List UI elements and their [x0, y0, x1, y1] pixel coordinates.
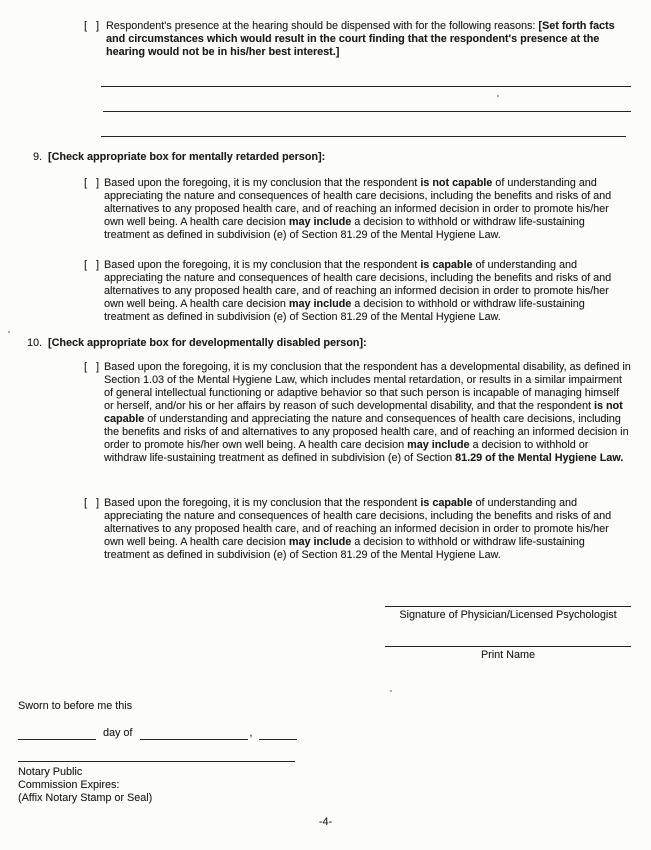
affix-stamp-label: (Affix Notary Stamp or Seal) — [18, 792, 153, 804]
print-name-label: Print Name — [480, 649, 535, 661]
print-name-block — [385, 646, 631, 662]
section-10-item-capable-text: Based upon the foregoing, it is my conclusion that the respondent is capable of understanding and appreciating the nature and consequences of health care decisions, including the benefits and risks of and alternatives to any proposed health care, and of reaching an informed decision in order to promote his/her own well being. A health care decision may include a decision to withhold or withdraw life-sustaining treatment as defined in subdivision (e) of Section 81.29 of the Mental Hygiene Law. — [104, 497, 612, 561]
fill-in-line[interactable] — [103, 111, 631, 112]
section-10-item-capable — [84, 497, 631, 562]
section-9-title: [Check appropriate box for mentally retarded person]: — [48, 151, 326, 163]
day-field[interactable] — [18, 726, 96, 740]
section-10-item-not-capable — [84, 361, 631, 465]
checkbox-9-capable[interactable]: [ ] — [84, 259, 99, 271]
section-10-number: 10. — [27, 337, 43, 349]
signature-label: Signature of Physician/Licensed Psychologist — [399, 609, 617, 621]
checkbox-10-not-capable[interactable]: [ ] — [84, 361, 99, 373]
commission-expires-label: Commission Expires: — [18, 779, 120, 791]
notary-public-label: Notary Public — [18, 766, 83, 778]
signature-line[interactable] — [385, 606, 631, 607]
reasons-fill-in-lines — [101, 86, 631, 161]
sworn-date-row — [18, 726, 348, 740]
sworn-text: Sworn to before me this — [18, 700, 133, 712]
section-9-item-capable — [84, 259, 631, 324]
checkbox-9-not-capable[interactable]: [ ] — [84, 177, 99, 189]
section-9-heading — [33, 151, 633, 164]
signature-block — [385, 606, 631, 622]
day-of-label: day of — [103, 727, 133, 739]
scan-speck — [390, 690, 392, 692]
section-9-item-not-capable-text: Based upon the foregoing, it is my conclusion that the respondent is not capable of understanding and appreciating the nature and consequences of health care decisions, including the benefits and risks of and alternatives to any proposed health care, and of reaching an informed decision in order to promote his/her own well being. A health care decision may include a decision to withhold or withdraw life-sustaining treatment as defined in subdivision (e) of Section 81.29 of the Mental Hygiene Law. — [104, 177, 612, 241]
checkbox-respondent-presence[interactable]: [ ] — [84, 20, 99, 32]
date-comma: , — [249, 727, 253, 739]
scan-speck — [8, 331, 10, 333]
notary-labels — [18, 766, 152, 805]
respondent-presence-text: Respondent's presence at the hearing should be dispensed with for the following reasons: [Set forth facts and circumstances which would result in the court finding that the respondent's presence at the hearing would not be in his/her best interest.] — [106, 20, 615, 58]
section-10-heading — [27, 337, 637, 350]
notary-signature-line[interactable] — [18, 761, 295, 762]
checkbox-10-capable[interactable]: [ ] — [84, 497, 99, 509]
section-10-title: [Check appropriate box for developmentally disabled person]: — [48, 337, 367, 349]
section-10-item-not-capable-text: Based upon the foregoing, it is my conclusion that the respondent has a developmental disability, as defined in Section 1.03 of the Mental Hygiene Law, which includes mental retardation, or results in a similar impairment of general intellectual functioning or adaptive behavior so that such person is incapable of managing himself or herself, and/or his or her affairs by reason of such developmental disability, and that the respondent is not capable of understanding and appreciating the nature and consequences of health care decisions, including the benefits and risks of and alternatives to any proposed health care, and of reaching an informed decision in order to promote his/her own well being. A health care decision may include a decision to withhold or withdraw life-sustaining treatment as defined in subdivision (e) of Section 81.29 of the Mental Hygiene Law. — [104, 361, 631, 464]
page-number: -4- — [318, 816, 333, 828]
print-name-line[interactable] — [385, 646, 631, 647]
fill-in-line[interactable] — [101, 136, 626, 137]
scan-speck — [497, 95, 499, 97]
month-field[interactable] — [140, 726, 248, 740]
year-field[interactable] — [259, 726, 297, 740]
fill-in-line[interactable] — [101, 86, 631, 87]
section-9-item-not-capable — [84, 177, 631, 242]
respondent-presence-item — [84, 20, 632, 59]
section-9-number: 9. — [33, 151, 43, 163]
section-9-item-capable-text: Based upon the foregoing, it is my conclusion that the respondent is capable of understanding and appreciating the nature and consequences of health care decisions, including the benefits and risks of and alternatives to any proposed health care, and of reaching an informed decision in order to promote his/her own well being. A health care decision may include a decision to withhold or withdraw life-sustaining treatment as defined in subdivision (e) of Section 81.29 of the Mental Hygiene Law. — [104, 259, 612, 323]
